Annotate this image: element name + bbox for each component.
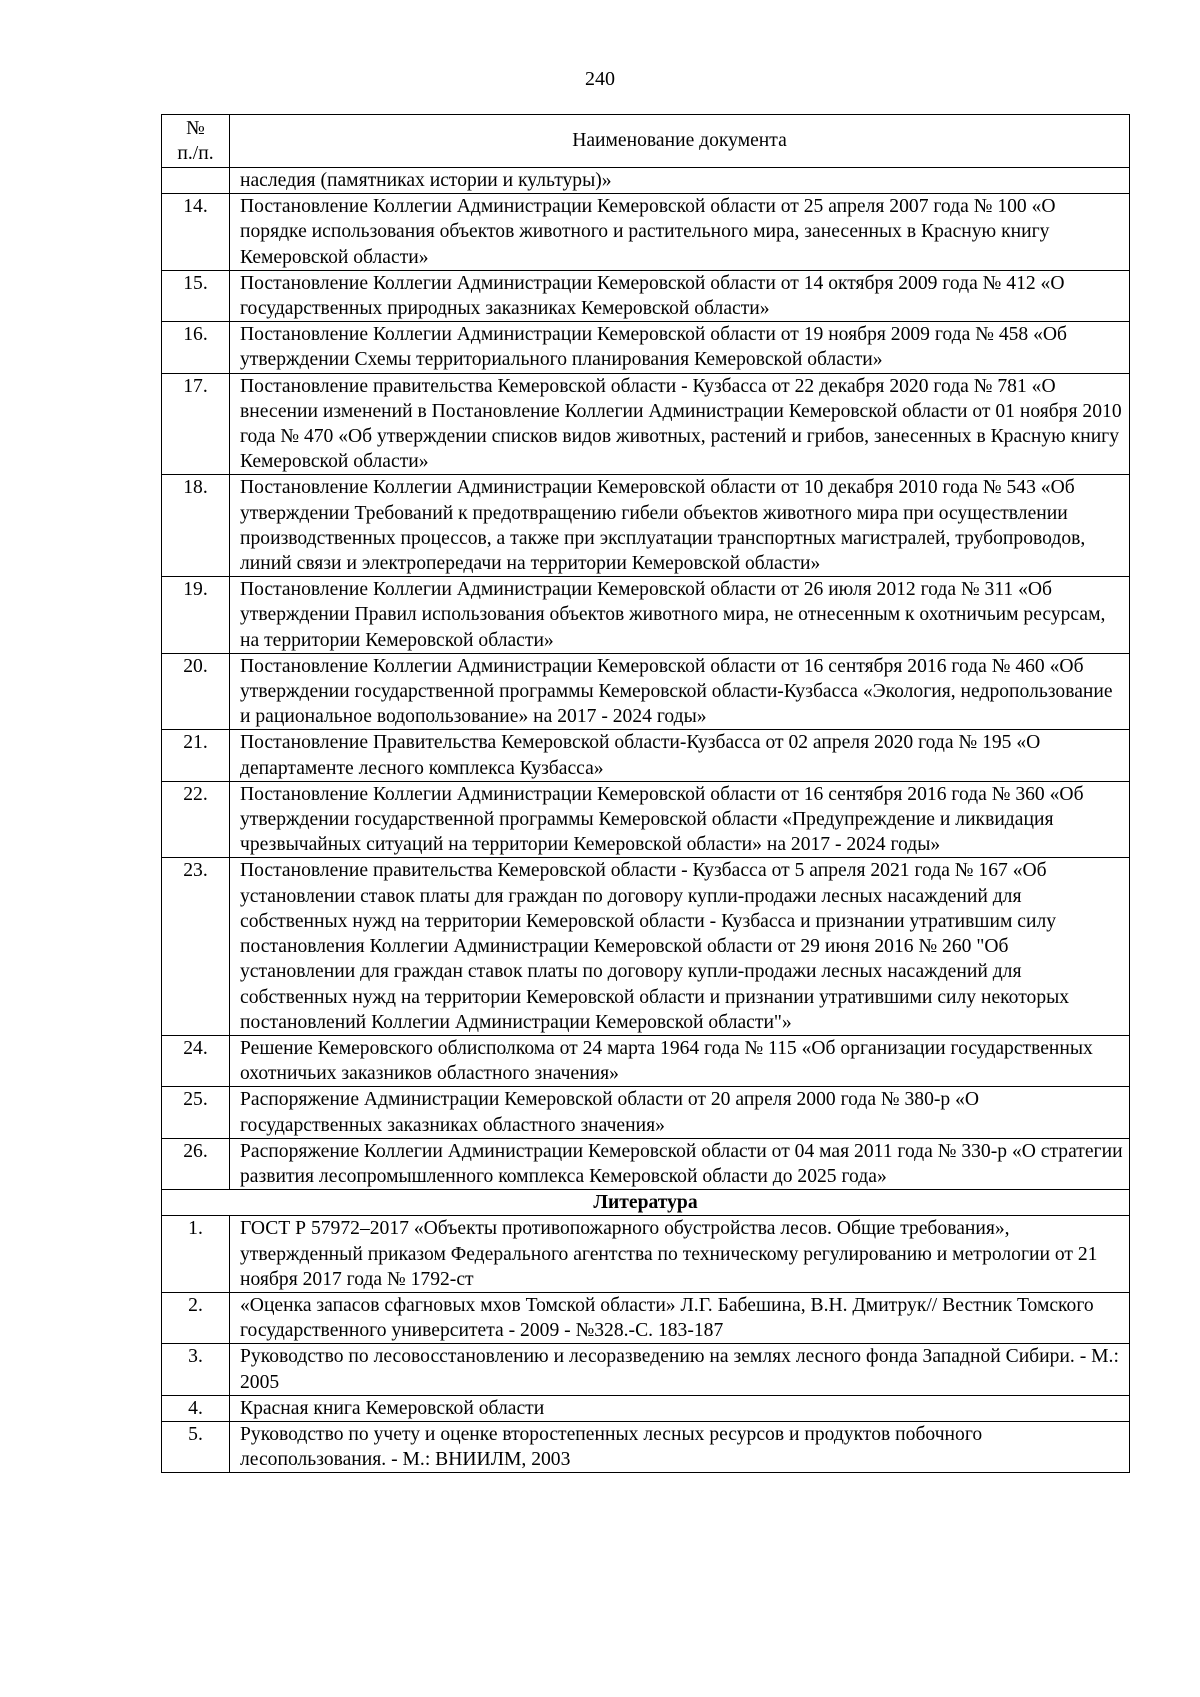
- row-text: Постановление Коллегии Администрации Кемеровской области от 16 сентября 2016 года № 460 «Об утверждении государственной программы Кемеровской области-Кузбасса «Экология, недропользование и рациональное водопользование» на 2017 - 2024 годы»: [230, 653, 1130, 730]
- row-number: 15.: [162, 270, 230, 321]
- row-number: 14.: [162, 194, 230, 271]
- name-column-header: Наименование документа: [230, 115, 1130, 168]
- row-text: Постановление Коллегии Администрации Кемеровской области от 14 октября 2009 года № 412 «О государственных природных заказниках Кемеровской области»: [230, 270, 1130, 321]
- row-text: Постановление Коллегии Администрации Кемеровской области от 26 июля 2012 года № 311 «Об утверждении Правил использования объектов животного мира, не отнесенным к охотничьим ресурсам, на территории Кемеровской области»: [230, 577, 1130, 654]
- row-number: 24.: [162, 1035, 230, 1086]
- row-number: 26.: [162, 1138, 230, 1189]
- table-row: [162, 781, 1130, 858]
- table-row: [162, 270, 1130, 321]
- table-row: [162, 1087, 1130, 1138]
- literature-row: [162, 1344, 1130, 1395]
- table-header-row: [162, 115, 1130, 168]
- row-text: Постановление правительства Кемеровской области - Кузбасса от 5 апреля 2021 года № 167 «Об установлении ставок платы для граждан по договору купли-продажи лесных насаждений для собственных нужд на территории Кемеровской области - Кузбасса и признании утратившим силу постановления Коллегии Администрации Кемеровской области от 29 июня 2016 № 260 "Об установлении для граждан ставок платы по договору купли-продажи лесных насаждений для собственных нужд на территории Кемеровской области и признании утратившими силу некоторых постановлений Коллегии Администрации Кемеровской области"»: [230, 858, 1130, 1035]
- row-number: 17.: [162, 373, 230, 475]
- number-abbrev: п./п.: [177, 143, 214, 164]
- section-row: [162, 1190, 1130, 1216]
- table-row: [162, 322, 1130, 373]
- row-text: ГОСТ Р 57972–2017 «Объекты противопожарного обустройства лесов. Общие требования», утвержденный приказом Федерального агентства по техническому регулированию и метрологии от 21 ноября 2017 года № 1792-ст: [230, 1216, 1130, 1293]
- table-row: [162, 1035, 1130, 1086]
- literature-row: [162, 1216, 1130, 1293]
- documents-body: [162, 168, 1130, 1473]
- row-number: 20.: [162, 653, 230, 730]
- row-number: 2.: [162, 1292, 230, 1343]
- row-number: [162, 168, 230, 194]
- row-text: Руководство по учету и оценке второстепенных лесных ресурсов и продуктов побочного лесопользования. - М.: ВНИИЛМ, 2003: [230, 1421, 1130, 1472]
- row-text: Постановление Коллегии Администрации Кемеровской области от 10 декабря 2010 года № 543 «Об утверждении Требований к предотвращению гибели объектов животного мира при осуществлении производственных процессов, а также при эксплуатации транспортных магистралей, трубопроводов, линий связи и электропередачи на территории Кемеровской области»: [230, 475, 1130, 577]
- table-row: [162, 475, 1130, 577]
- row-text: Руководство по лесовосстановлению и лесоразведению на землях лесного фонда Западной Сибири. - М.: 2005: [230, 1344, 1130, 1395]
- row-text: Красная книга Кемеровской области: [230, 1395, 1130, 1421]
- table-row: [162, 730, 1130, 781]
- row-number: 1.: [162, 1216, 230, 1293]
- number-symbol: №: [186, 118, 205, 139]
- table-row: [162, 858, 1130, 1035]
- row-text: Постановление Коллегии Администрации Кемеровской области от 16 сентября 2016 года № 360 «Об утверждении государственной программы Кемеровской области «Предупреждение и ликвидация чрезвычайных ситуаций на территории Кемеровской области» на 2017 - 2024 годы»: [230, 781, 1130, 858]
- row-number: 25.: [162, 1087, 230, 1138]
- row-number: 22.: [162, 781, 230, 858]
- number-column-header: [162, 115, 230, 168]
- row-text: Распоряжение Администрации Кемеровской области от 20 апреля 2000 года № 380-р «О государственных заказниках областного значения»: [230, 1087, 1130, 1138]
- row-number: 3.: [162, 1344, 230, 1395]
- table-row: [162, 1138, 1130, 1189]
- table-row: [162, 577, 1130, 654]
- table-row: [162, 373, 1130, 475]
- row-text: Постановление правительства Кемеровской области - Кузбасса от 22 декабря 2020 года № 781 «О внесении изменений в Постановление Коллегии Администрации Кемеровской области от 01 ноября 2010 года № 470 «Об утверждении списков видов животных, растений и грибов, занесенных в Красную книгу Кемеровской области»: [230, 373, 1130, 475]
- table-row: [162, 653, 1130, 730]
- row-text: наследия (памятниках истории и культуры)»: [230, 168, 1130, 194]
- page-number: 240: [585, 68, 615, 90]
- row-text: Постановление Коллегии Администрации Кемеровской области от 19 ноября 2009 года № 458 «Об утверждении Схемы территориального планирования Кемеровской области»: [230, 322, 1130, 373]
- literature-row: [162, 1292, 1130, 1343]
- documents-table: [161, 114, 1130, 1473]
- row-number: 21.: [162, 730, 230, 781]
- row-number: 4.: [162, 1395, 230, 1421]
- continuation-row: [162, 168, 1130, 194]
- literature-row: [162, 1395, 1130, 1421]
- row-text: Распоряжение Коллегии Администрации Кемеровской области от 04 мая 2011 года № 330-р «О стратегии развития лесопромышленного комплекса Кемеровской области до 2025 года»: [230, 1138, 1130, 1189]
- row-number: 19.: [162, 577, 230, 654]
- row-text: Постановление Правительства Кемеровской области-Кузбасса от 02 апреля 2020 года № 195 «О департаменте лесного комплекса Кузбасса»: [230, 730, 1130, 781]
- row-text: «Оценка запасов сфагновых мхов Томской области» Л.Г. Бабешина, В.Н. Дмитрук// Вестник Томского государственного университета - 2009 - №328.-С. 183-187: [230, 1292, 1130, 1343]
- table-row: [162, 194, 1130, 271]
- row-number: 18.: [162, 475, 230, 577]
- row-number: 23.: [162, 858, 230, 1035]
- row-text: Постановление Коллегии Администрации Кемеровской области от 25 апреля 2007 года № 100 «О порядке использования объектов животного и растительного мира, занесенных в Красную книгу Кемеровской области»: [230, 194, 1130, 271]
- row-number: 5.: [162, 1421, 230, 1472]
- row-number: 16.: [162, 322, 230, 373]
- literature-row: [162, 1421, 1130, 1472]
- row-text: Решение Кемеровского облисполкома от 24 марта 1964 года № 115 «Об организации государственных охотничьих заказников областного значения»: [230, 1035, 1130, 1086]
- section-title: Литература: [162, 1190, 1130, 1216]
